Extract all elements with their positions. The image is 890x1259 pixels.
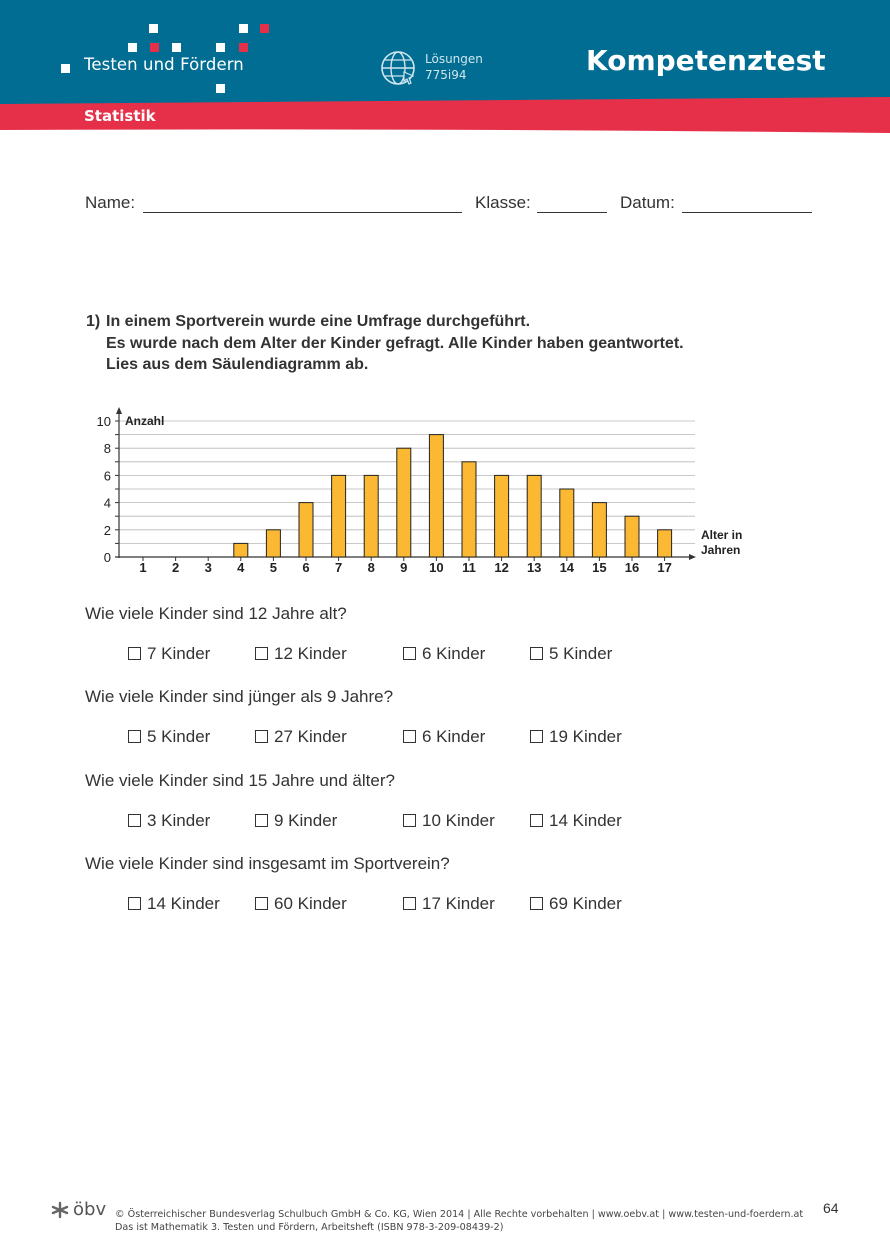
answer-option[interactable]: [255, 894, 347, 914]
x-tick-label: 12: [494, 560, 509, 575]
task-line: Lies aus dem Säulendiagramm ab.: [106, 356, 369, 373]
x-tick-label: 11: [462, 560, 476, 575]
bar: [527, 475, 541, 557]
x-tick-label: 3: [204, 560, 212, 575]
y-tick-label: 10: [96, 414, 111, 429]
answer-option-label: 19 Kinder: [549, 727, 622, 746]
x-tick-label: 8: [367, 560, 375, 575]
x-tick-label: 5: [269, 560, 278, 575]
checkbox[interactable]: [530, 897, 543, 910]
y-tick-label: 4: [103, 495, 111, 511]
name-label: Name:: [85, 193, 136, 212]
solutions-label: Lösungen: [425, 52, 483, 66]
answer-option-label: 17 Kinder: [422, 894, 495, 913]
checkbox[interactable]: [403, 814, 416, 827]
answer-option-label: 9 Kinder: [274, 811, 338, 830]
bar: [592, 503, 606, 557]
date-label: Datum:: [620, 193, 675, 212]
answer-option-label: 14 Kinder: [549, 811, 622, 830]
x-tick-label: 2: [171, 560, 180, 575]
answer-option[interactable]: [128, 727, 210, 747]
checkbox[interactable]: [128, 897, 141, 910]
x-tick-label: 17: [657, 560, 672, 575]
answer-option-label: 6 Kinder: [422, 727, 486, 746]
x-axis-label: Alter in: [701, 528, 743, 542]
x-tick-label: 14: [559, 560, 575, 575]
bar-chart: [0, 0, 890, 600]
answer-option[interactable]: [255, 644, 347, 664]
publisher-logo-text: öbv: [73, 1199, 107, 1220]
copyright-line: © Österreichischer Bundesverlag Schulbuch GmbH & Co. KG, Wien 2014 | Alle Rechte vorbehalten | www.oebv.at | www.testen-und-foerdern.at: [115, 1209, 804, 1220]
checkbox[interactable]: [255, 730, 268, 743]
answer-option[interactable]: [403, 727, 485, 747]
brand-name: Testen und Fördern: [84, 55, 244, 74]
x-tick-label: 7: [334, 560, 343, 575]
task-number: 1): [86, 313, 101, 330]
answer-option-label: 7 Kinder: [147, 644, 211, 663]
x-axis-arrow: [689, 554, 696, 560]
checkbox[interactable]: [403, 647, 416, 660]
task-line: In einem Sportverein wurde eine Umfrage durchgeführt.: [106, 313, 531, 330]
x-tick-label: 10: [429, 560, 444, 575]
bar: [332, 475, 346, 557]
answer-option[interactable]: [128, 811, 210, 831]
class-label: Klasse:: [475, 193, 531, 212]
page-title: Kompetenztest: [586, 44, 826, 77]
task-line: Es wurde nach dem Alter der Kinder gefragt. Alle Kinder haben geantwortet.: [106, 334, 684, 352]
checkbox[interactable]: [255, 647, 268, 660]
copyright: [115, 1208, 803, 1234]
answer-option[interactable]: [530, 644, 612, 664]
answer-option[interactable]: [128, 894, 220, 914]
page-number: 64: [823, 1200, 839, 1216]
answer-option-label: 27 Kinder: [274, 727, 347, 746]
answer-option[interactable]: [403, 894, 495, 914]
x-tick-label: 15: [592, 560, 607, 575]
bar: [495, 475, 509, 557]
checkbox[interactable]: [128, 814, 141, 827]
y-tick-label: 8: [103, 441, 111, 457]
bar: [429, 435, 443, 557]
x-tick-label: 9: [400, 560, 408, 575]
answer-option-label: 5 Kinder: [147, 727, 211, 746]
question-text: Wie viele Kinder sind 12 Jahre alt?: [85, 604, 347, 623]
checkbox[interactable]: [530, 814, 543, 827]
bar: [625, 516, 639, 557]
answer-option[interactable]: [530, 811, 622, 831]
answer-option-label: 3 Kinder: [147, 811, 211, 830]
y-tick-label: 0: [103, 550, 111, 565]
answer-option[interactable]: [530, 727, 622, 747]
checkbox[interactable]: [403, 897, 416, 910]
answer-option[interactable]: [128, 644, 210, 664]
bar: [364, 475, 378, 557]
checkbox[interactable]: [530, 647, 543, 660]
checkbox[interactable]: [255, 814, 268, 827]
answer-option[interactable]: [403, 811, 495, 831]
answer-option-label: 60 Kinder: [274, 894, 347, 913]
bar: [658, 530, 672, 557]
checkbox[interactable]: [255, 897, 268, 910]
answer-option-label: 12 Kinder: [274, 644, 347, 663]
answer-option-label: 6 Kinder: [422, 644, 486, 663]
y-axis-label: Anzahl: [125, 414, 165, 428]
y-axis-arrow: [116, 407, 122, 414]
answer-option-label: 14 Kinder: [147, 894, 220, 913]
y-tick-label: 6: [103, 468, 111, 484]
bar: [299, 503, 313, 557]
bar: [397, 448, 411, 557]
x-tick-label: 16: [624, 560, 640, 575]
bar: [560, 489, 574, 557]
answer-option[interactable]: [255, 811, 337, 831]
x-tick-label: 4: [237, 560, 245, 575]
solutions-code: 775i94: [425, 68, 467, 82]
answer-option-label: 10 Kinder: [422, 811, 495, 830]
publisher-logo-icon: [50, 1201, 70, 1219]
subject-label: Statistik: [84, 107, 156, 125]
checkbox[interactable]: [403, 730, 416, 743]
bar: [462, 462, 476, 557]
checkbox[interactable]: [128, 730, 141, 743]
x-tick-label: 6: [302, 560, 310, 575]
question-text: Wie viele Kinder sind insgesamt im Sportverein?: [85, 854, 450, 873]
question-text: Wie viele Kinder sind 15 Jahre und älter?: [85, 771, 395, 790]
answer-option-label: 5 Kinder: [549, 644, 613, 663]
bar: [234, 543, 248, 557]
x-tick-label: 1: [139, 560, 147, 575]
checkbox[interactable]: [128, 647, 141, 660]
x-tick-label: 13: [526, 560, 542, 575]
x-axis-label: Jahren: [701, 543, 741, 557]
y-tick-label: 2: [103, 522, 111, 538]
bar: [266, 530, 280, 557]
answer-option[interactable]: [403, 644, 485, 664]
question-text: Wie viele Kinder sind jünger als 9 Jahre?: [85, 687, 394, 706]
answer-option-label: 69 Kinder: [549, 894, 622, 913]
isbn-line: Das ist Mathematik 3. Testen und Fördern, Arbeitsheft (ISBN 978-3-209-08439-2): [115, 1222, 504, 1233]
answer-option[interactable]: [530, 894, 622, 914]
answer-option[interactable]: [255, 727, 347, 747]
checkbox[interactable]: [530, 730, 543, 743]
